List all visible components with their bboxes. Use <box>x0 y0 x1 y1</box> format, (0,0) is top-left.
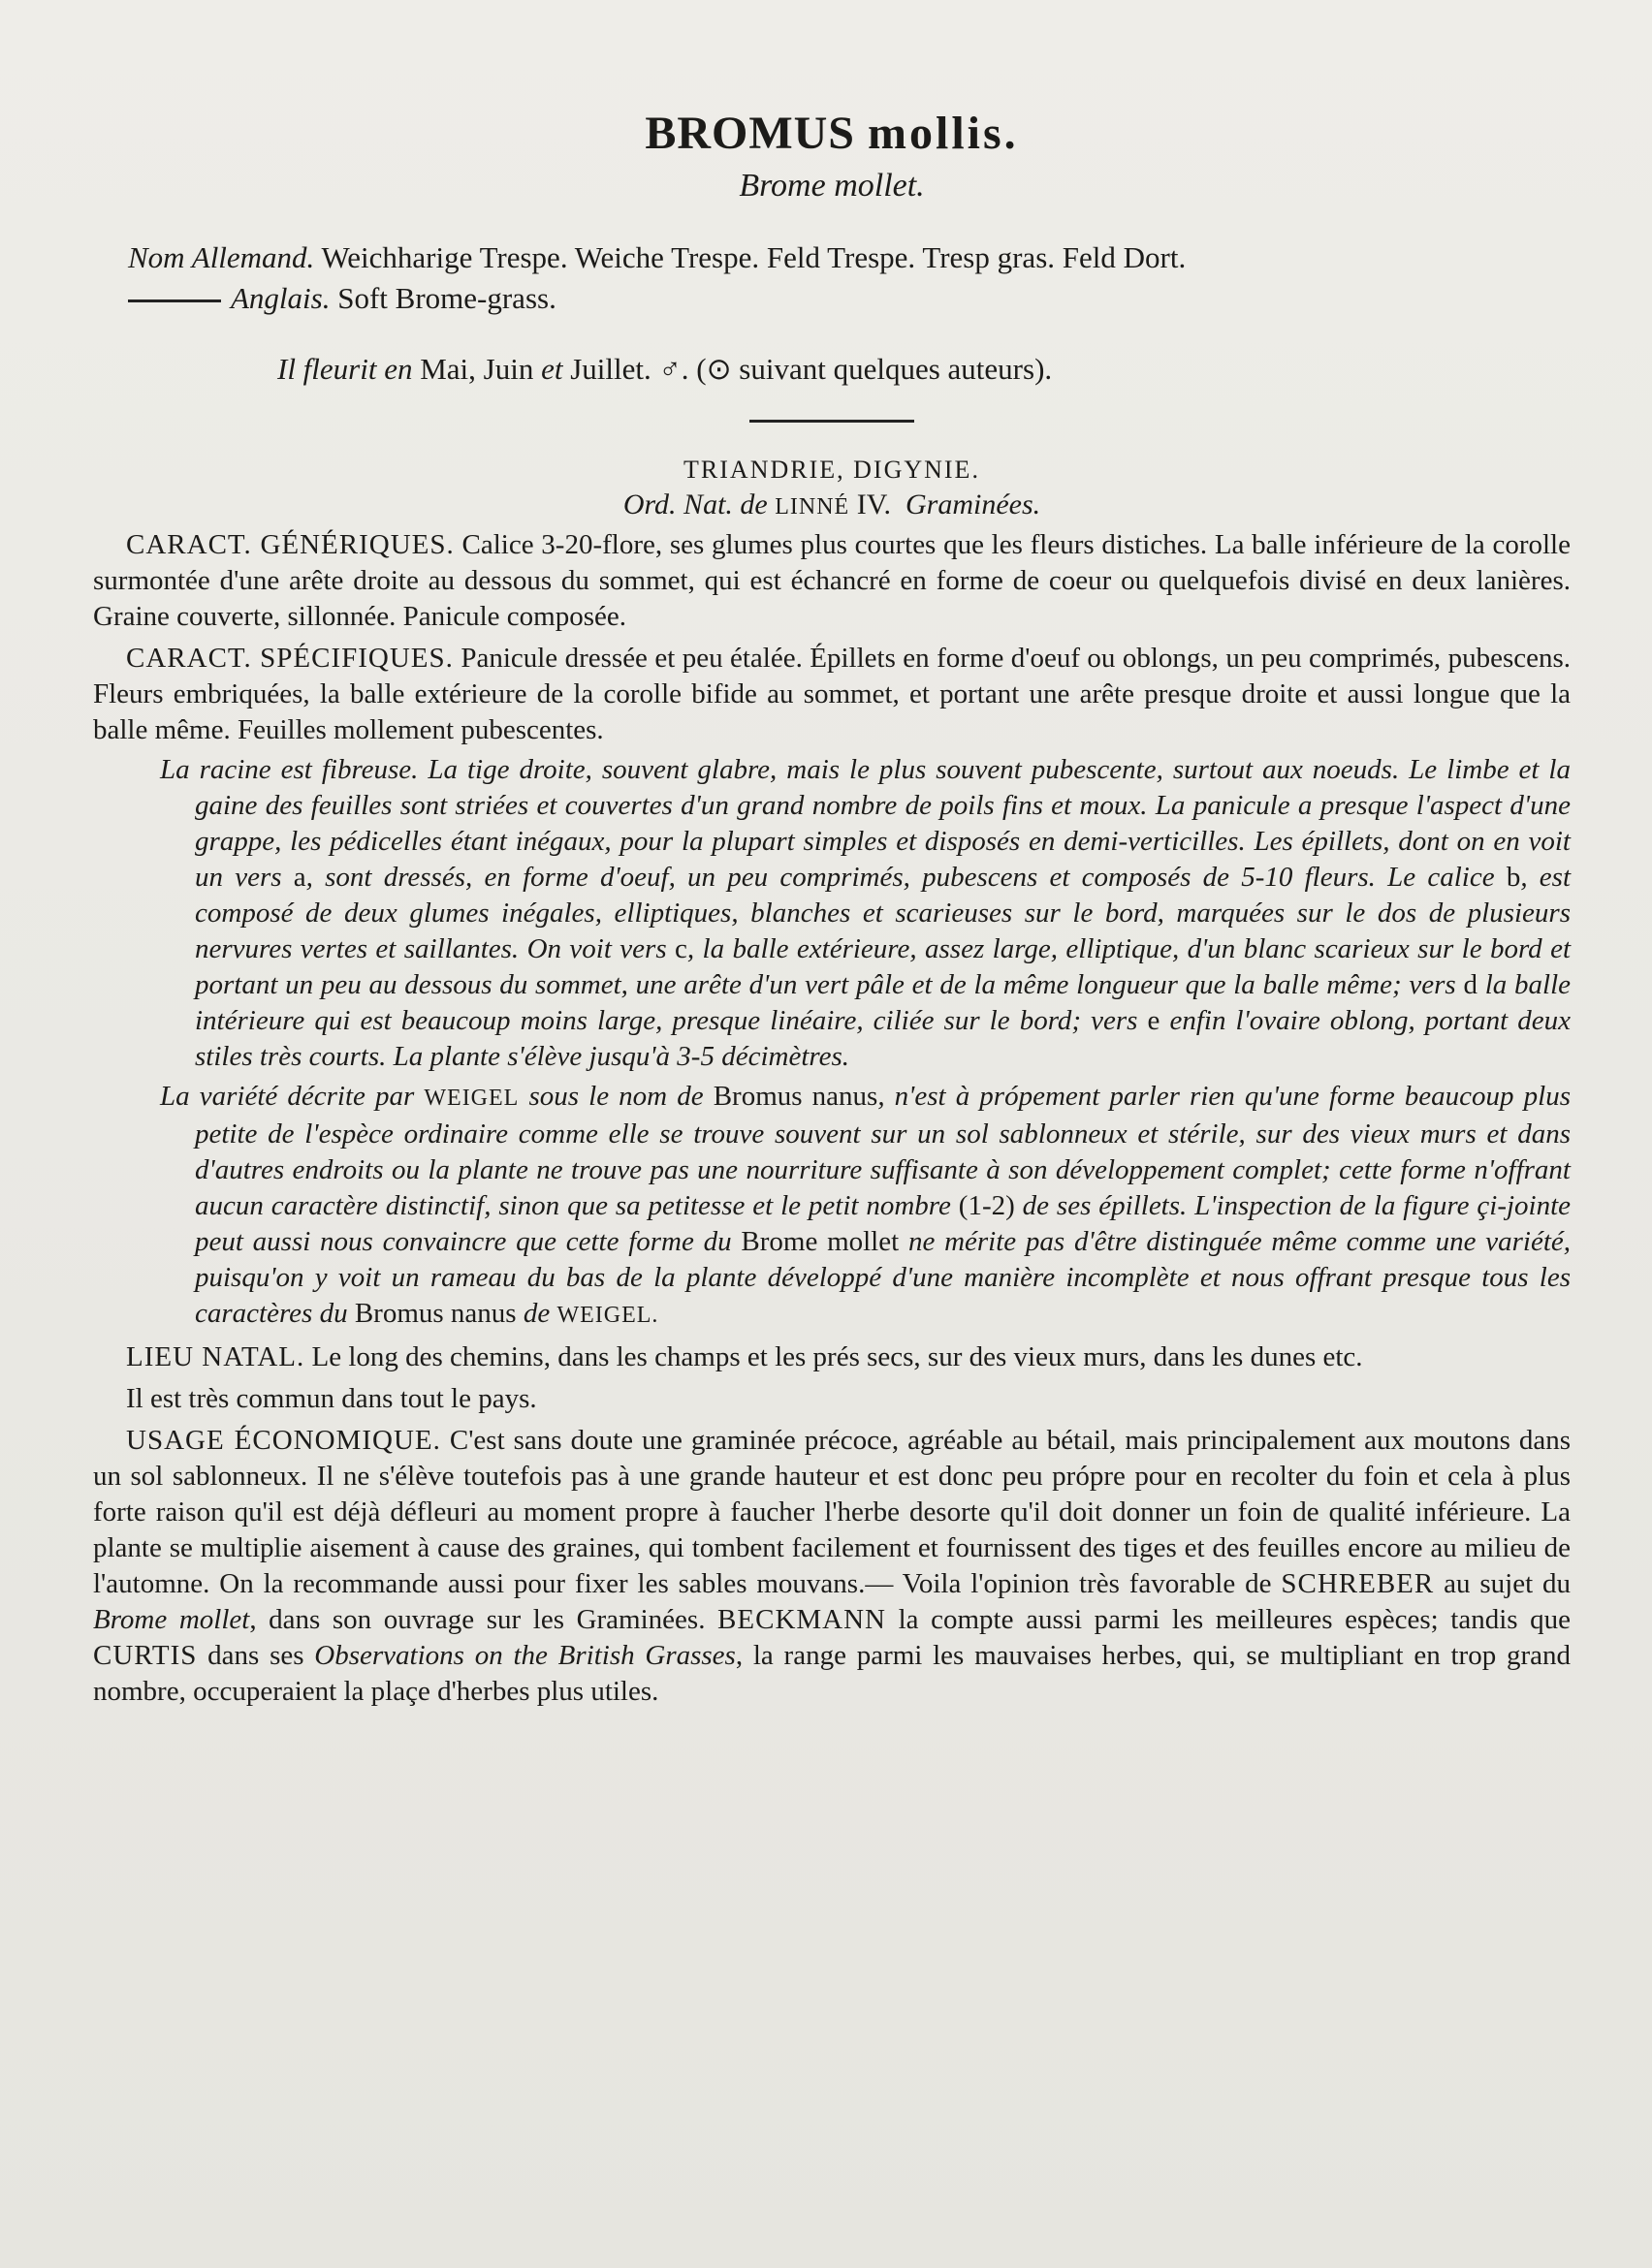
english-names: Soft Brome-grass. <box>337 281 556 315</box>
desc1-text-2: , sont dressés, en forme d'oeuf, un peu comprimés, pubescens et composés de 5-10 fleurs. Le calice <box>305 862 1495 893</box>
ord-number: IV. <box>856 488 891 520</box>
family-name: Graminées. <box>905 488 1041 520</box>
generic-characters <box>93 527 1571 635</box>
desc2-text-3: , n'est à própement parler rien qu'une forme beaucoup plus petite de l'espèce ordinaire comme elle se trouve souvent sur un sol sablonneux et stérile, sur des vieux murs et dans d'autres endroits ou la plante ne trouve pas une nourriture suffisante à son développement complet; cette forme n'offrant aucun caractère distinctif, sinon que sa petitesse et le petit nombre <box>195 1081 1571 1221</box>
figure-ref-c: c <box>675 933 687 964</box>
name-nanus: nanus <box>450 1298 517 1329</box>
desc2-text-5: ne mérite pas d'être distinguée même comme une variété, puisqu'on y voit un rameau du bas de la plante développé d'une manière incomplète et nous offrant presque tous les caractères du <box>195 1226 1572 1329</box>
english-name-line <box>128 278 1571 319</box>
figure-ref-a: a <box>293 862 306 893</box>
ditto-dash <box>128 299 221 302</box>
specific-text: Panicule dressée et peu étalée. Épillets en forme d'oeuf ou oblongs, un peu comprimés, pubescens. Fleurs embriquées, la balle extérieure de la corolle bifide au sommet, et portant une arête presque droite et aussi longue que la balle même. Feuilles mollement pubescentes. <box>93 643 1572 745</box>
author-weigel-end: WEIGEL. <box>556 1303 659 1328</box>
author-beckmann: BECKMANN <box>717 1604 887 1635</box>
spikelet-count: (1-2) <box>958 1190 1015 1221</box>
german-name-line <box>128 237 1571 278</box>
common-paragraph: Il est très commun dans tout le pays. <box>126 1383 537 1414</box>
author-schreber: SCHREBER <box>1281 1568 1435 1599</box>
english-label: Anglais. <box>231 281 331 315</box>
author-weigel: WEIGEL <box>424 1086 520 1111</box>
author-curtis: CURTIS <box>93 1640 198 1671</box>
desc2-text-1: La variété décrite par <box>160 1081 415 1112</box>
name-brome-mollet: Brome mollet <box>741 1226 900 1257</box>
habitat-paragraph <box>93 1339 1571 1375</box>
figure-ref-b: b <box>1506 862 1521 893</box>
flowering-months-b: Juillet. ♂. (⊙ suivant quelques auteurs). <box>570 352 1053 386</box>
generic-label: CARACT. GÉNÉRIQUES. <box>126 529 455 560</box>
usage-label: USAGE ÉCONOMIQUE. <box>126 1425 441 1456</box>
desc2-text-2: sous le nom de <box>528 1081 704 1112</box>
desc2-de: de <box>523 1298 551 1329</box>
habitat-text: Le long des chemins, dans les champs et les prés secs, sur des vieux murs, dans les dunes etc. <box>311 1341 1363 1372</box>
name-bromus: Bromus <box>354 1298 444 1329</box>
habitat-label: LIEU NATAL. <box>126 1341 305 1372</box>
usage-text-1: C'est sans doute une graminée précoce, agréable au bétail, mais principalement aux moutons dans un sol sablonneux. Il ne s'élève toutefois pas à une grande hauteur et est donc peu própre pour en recolter du foin et cela à plus forte raison qu'il est déjà défleuri au moment propre à faucher l'herbe desorte qu'il doit donner un foin de qualité inférieure. La plante se multiplie aisement à cause des graines, qui tombent facilement et fournissent des tiges et des feuilles encore au milieu de l'automne. On la recommande aussi pour fixer les sables mouvans.— Voila l'opinion très favorable de <box>93 1425 1572 1599</box>
page-subtitle: Brome mollet. <box>739 168 925 204</box>
usage-brome-mollet: Brome mollet <box>93 1604 250 1635</box>
description-paragraph <box>93 752 1571 1075</box>
variety-paragraph <box>93 1079 1571 1334</box>
desc1-text-1: La racine est fibreuse. La tige droite, souvent glabre, mais le plus souvent pubescente, surtout aux noeuds. Le limbe et la gaine des feuilles sont striées et couvertes d'un grand nombre de poils fins et moux. La panicule a presque l'aspect d'une grappe, les pédicelles étant inégaux, pour la plupart simples et disposés en demi-verticilles. Les épillets, dont on en voit un vers <box>160 754 1571 893</box>
specific-characters <box>93 641 1571 748</box>
flowering-months-a: Mai, Juin <box>420 352 534 386</box>
ord-lead: Ord. Nat. de <box>622 488 768 520</box>
specific-label: CARACT. SPÉCIFIQUES. <box>126 643 454 674</box>
figure-ref-e: e <box>1147 1005 1160 1036</box>
title-genus: BROMUS <box>645 108 855 159</box>
name-bromus-nanus: Bromus nanus <box>713 1081 878 1112</box>
desc1-text-3: , est composé de deux glumes inégales, elliptiques, blanches et scarieuses sur le bord, marquées sur le dos de plusieurs nervures vertes et saillantes. On voit vers <box>195 862 1572 964</box>
usage-text-6: , la range parmi les mauvaises herbes, qui, se multipliant en trop grand nombre, occuperaient la plaçe d'herbes plus utiles. <box>93 1640 1572 1707</box>
generic-text: Calice 3-20-flore, ses glumes plus courtes que les fleurs distiches. La balle inférieure de la corolle surmontée d'une arête droite au dessous du sommet, qui est échancré en forme de coeur ou quelquefois divisé en deux lanières. Graine couverte, sillonnée. Panicule composée. <box>93 529 1571 632</box>
usage-paragraph <box>93 1423 1571 1710</box>
book-title-observations: Observations on the British Grasses <box>314 1640 736 1671</box>
usage-text-3: , dans son ouvrage sur les Graminées. <box>249 1604 706 1635</box>
vernacular-names <box>128 237 1571 319</box>
flowering-line <box>277 352 1571 387</box>
natural-order <box>93 488 1571 521</box>
flowering-lead: Il fleurit en <box>277 352 413 386</box>
desc1-text-5: la balle intérieure qui est beaucoup moins large, presque linéaire, ciliée sur le bord; vers <box>195 969 1572 1036</box>
usage-text-4: la compte aussi parmi les meilleures espèces; tandis que <box>898 1604 1571 1635</box>
desc1-text-6: enfin l'ovaire oblong, portant deux stiles très courts. La plante s'élève jusqu'à 3-5 décimètres. <box>195 1005 1571 1072</box>
german-label: Nom Allemand. <box>128 240 315 274</box>
page-title <box>93 107 1571 160</box>
usage-text-5: dans ses <box>207 1640 304 1671</box>
flowering-et: et <box>541 352 563 386</box>
divider-rule <box>749 420 914 423</box>
desc1-text-4: , la balle extérieure, assez large, elliptique, d'un blanc scarieux sur le bord et portant un peu au dessous du sommet, une arête d'un vert pâle et de la même longueur que la balle même; vers <box>195 933 1572 1000</box>
usage-text-2: au sujet du <box>1444 1568 1571 1599</box>
german-names: Weichharige Trespe. Weiche Trespe. Feld Trespe. Tresp gras. Feld Dort. <box>321 240 1187 274</box>
figure-ref-d: d <box>1463 969 1477 1000</box>
linne-name: LINNÉ <box>775 494 850 520</box>
linnaean-class: TRIANDRIE, DIGYNIE. <box>683 456 980 484</box>
desc2-text-4: de ses épillets. L'inspection de la figure çi-jointe peut aussi nous convaincre que cette forme du <box>195 1190 1572 1257</box>
title-species: mollis. <box>868 108 1019 159</box>
